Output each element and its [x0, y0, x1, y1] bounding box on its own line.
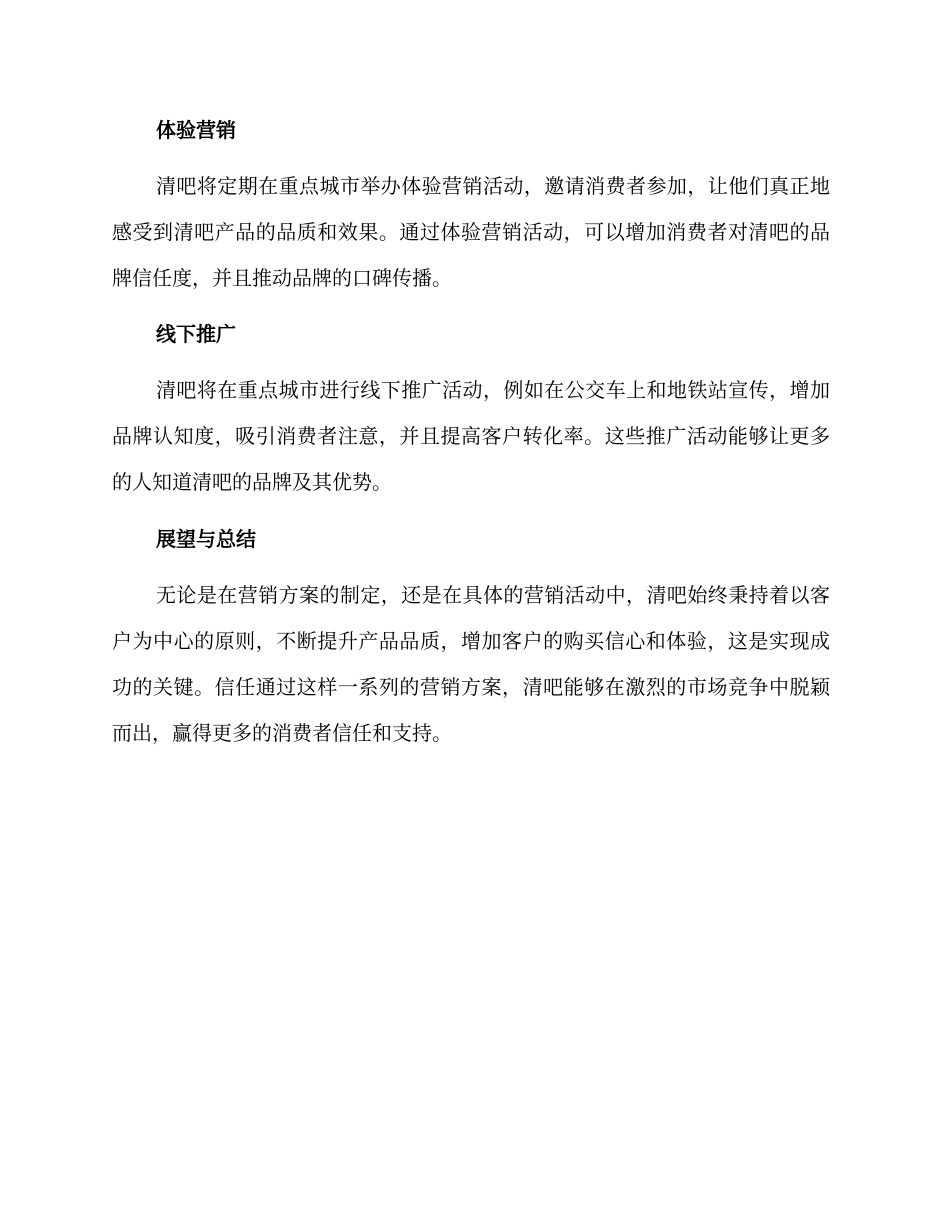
section-heading-experience-marketing: 体验营销 — [156, 118, 236, 142]
section-paragraph-outlook-summary: 无论是在营销方案的制定，还是在具体的营销活动中，清吧始终秉持着以客户为中心的原则，不断提升产品品质，增加客户的购买信心和体验，这是实现成功的关键。信任通过这样一系列的营销方案，清吧能够在激烈的市场竞争中脱颖而出，赢得更多的消费者信任和支持。 — [112, 583, 830, 745]
section-paragraph-offline-promotion: 清吧将在重点城市进行线下推广活动，例如在公交车上和地铁站宣传，增加品牌认知度，吸引消费者注意，并且提高客户转化率。这些推广活动能够让更多的人知道清吧的品牌及其优势。 — [112, 378, 830, 494]
section-paragraph-experience-marketing: 清吧将定期在重点城市举办体验营销活动，邀请消费者参加，让他们真正地感受到清吧产品的品质和效果。通过体验营销活动，可以增加消费者对清吧的品牌信任度，并且推动品牌的口碑传播。 — [112, 174, 830, 290]
section-heading-offline-promotion: 线下推广 — [156, 322, 236, 346]
section-heading-outlook-summary: 展望与总结 — [156, 527, 256, 551]
